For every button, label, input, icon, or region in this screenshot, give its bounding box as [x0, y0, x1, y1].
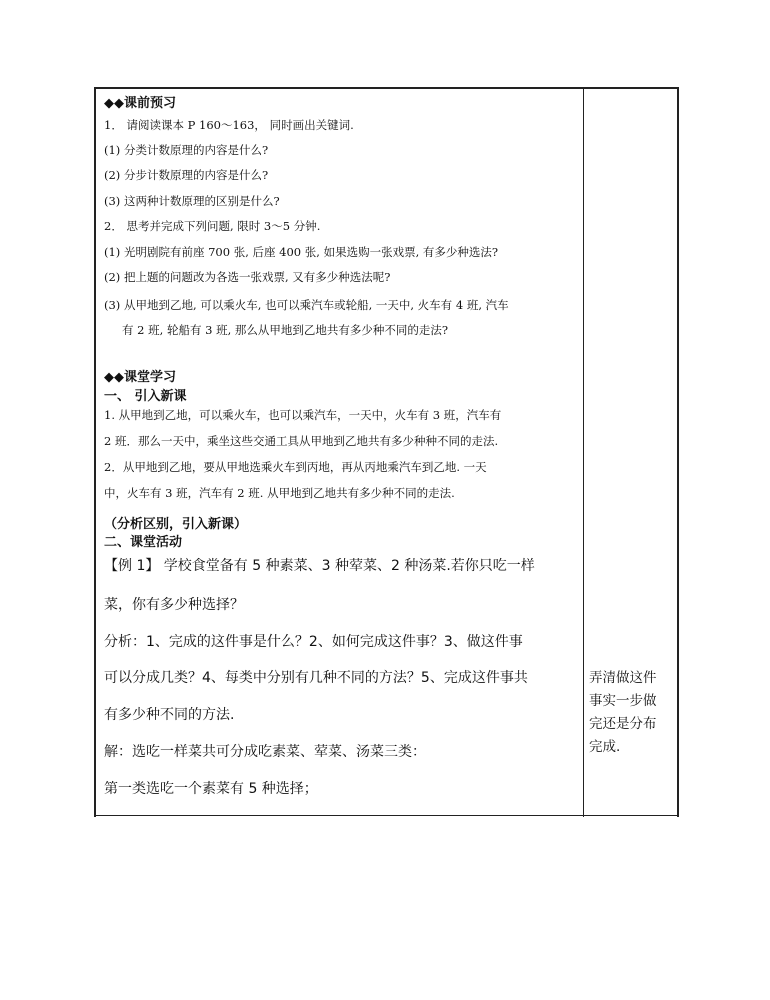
- side-note-line: 事实一步做: [589, 693, 657, 709]
- intro-line: 2．从甲地到乙地，要从甲地选乘火车到丙地，再从丙地乘汽车到乙地. 一天: [104, 460, 487, 474]
- classroom-heading: ◆◆课堂学习: [104, 370, 176, 385]
- side-note-line: 完还是分布: [589, 716, 657, 732]
- preview-line: 2． 思考并完成下列问题, 限时 3～5 分钟.: [104, 219, 321, 233]
- analysis-note: （分析区别，引入新课）: [104, 517, 248, 532]
- example-line: 分析：1、完成的这件事是什么？2、如何完成这件事？3、做这件事: [104, 634, 523, 650]
- side-note-line: 完成.: [589, 739, 621, 755]
- preview-line: (3) 从甲地到乙地, 可以乘火车, 也可以乘汽车或轮船, 一天中, 火车有 4 班, 汽车: [104, 298, 509, 312]
- preview-heading: ◆◆课前预习: [104, 96, 176, 111]
- preview-line: (1) 分类计数原理的内容是什么?: [104, 143, 269, 157]
- intro-line: 2 班．那么一天中，乘坐这些交通工具从甲地到乙地共有多少种种不同的走法.: [104, 434, 499, 448]
- lesson-table: [94, 87, 679, 817]
- example-line: 解：选吃一样菜共可分成吃素菜、荤菜、汤菜三类：: [104, 744, 426, 760]
- preview-line: (2) 分步计数原理的内容是什么?: [104, 168, 269, 182]
- side-note-line: 弄清做这件: [589, 670, 657, 686]
- intro-line: 1. 从甲地到乙地，可以乘火车，也可以乘汽车，一天中，火车有 3 班，汽车有: [104, 408, 502, 422]
- example-line: 有多少种不同的方法.: [104, 707, 235, 723]
- table-bottom-border: [94, 815, 679, 816]
- example-line: 第一类选吃一个素菜有 5 种选择；: [104, 781, 318, 797]
- example-line: 可以分成几类？4、每类中分别有几种不同的方法？5、完成这件事共: [104, 670, 528, 686]
- preview-line: (3) 这两种计数原理的区别是什么?: [104, 194, 280, 208]
- column-divider: [583, 89, 584, 817]
- section-title-activity: 二、课堂活动: [104, 535, 183, 550]
- preview-line: (2) 把上题的问题改为各选一张戏票, 又有多少种选法呢?: [104, 270, 391, 284]
- section-title-intro: 一、 引入新课: [104, 389, 187, 404]
- preview-line: 1． 请阅读课本 P 160～163， 同时画出关键词.: [104, 118, 354, 132]
- preview-line: 有 2 班, 轮船有 3 班, 那么从甲地到乙地共有多少种不同的走法?: [122, 323, 449, 337]
- example-line: 菜，你有多少种选择？: [104, 597, 244, 613]
- preview-line: (1) 光明剧院有前座 700 张, 后座 400 张, 如果选购一张戏票, 有多少种选法?: [104, 245, 499, 259]
- intro-line: 中，火车有 3 班，汽车有 2 班. 从甲地到乙地共有多少种不同的走法.: [104, 486, 455, 500]
- side-note: [589, 667, 677, 759]
- example-line: 【例 1】 学校食堂备有 5 种素菜、3 种荤菜、2 种汤菜.若你只吃一样: [104, 558, 535, 574]
